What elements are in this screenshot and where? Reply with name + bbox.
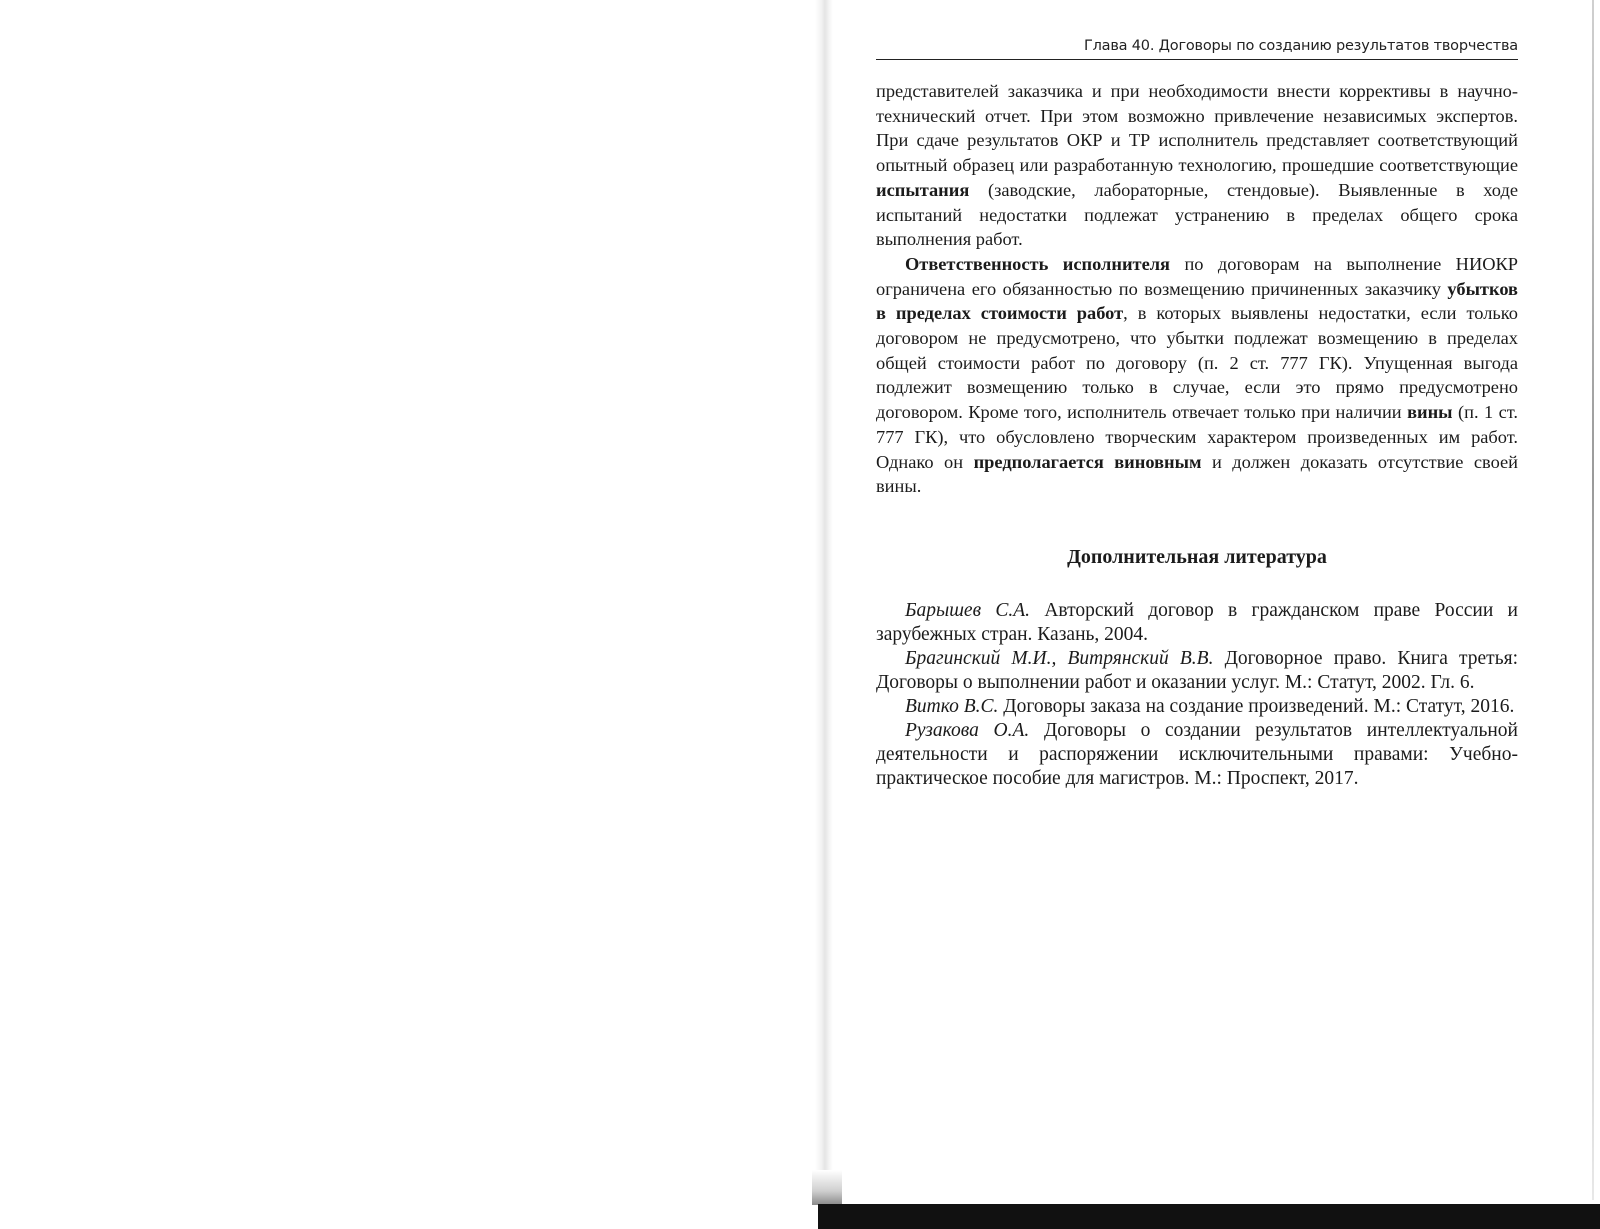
bold-term-fault: вины xyxy=(1407,402,1453,423)
literature-text: Авторский договор в гражданском праве России и зарубежных стран. Казань, 2004. xyxy=(876,599,1518,645)
scan-bottom-border xyxy=(818,1204,1600,1229)
right-page xyxy=(876,38,1518,791)
bold-term-presumed-guilty: предполагается виновным xyxy=(973,451,1202,472)
book-gutter xyxy=(815,0,833,1200)
literature-author: Рузакова О.А. xyxy=(905,719,1030,741)
bold-term-losses: убытков в пределах стоимости работ xyxy=(876,278,1518,324)
literature-entry xyxy=(876,719,1518,791)
running-head: Глава 40. Договоры по созданию результатов творчества xyxy=(876,38,1518,60)
literature-text: Договорное право. Книга третья: Договоры о выполнении работ и оказании услуг. М.: Статут, 2002. Гл. 6. xyxy=(876,647,1518,693)
literature-text: Договоры о создании результатов интеллектуальной деятельности и распоряжении исключительными правами: Учебно-практическое пособие для магистров. М.: Проспект, 2017. xyxy=(876,719,1518,789)
literature-entry xyxy=(876,695,1518,719)
paragraph-2-text-1: по договорам на выполнение НИОКР ограничена его обязанностью по возмещению причиненных заказчику xyxy=(876,253,1519,299)
paragraph-1-text: представителей заказчика и при необходимости внести коррективы в научно-технический отчет. При этом возможно привлечение независимых экспертов. При сдаче результатов ОКР и ТР исполнитель представляет соответствующий опытный образец или разработанную технологию, прошедшие соответствующие xyxy=(876,81,1518,176)
literature-entry xyxy=(876,647,1518,695)
literature-title: Дополнительная литература xyxy=(1067,545,1327,568)
paragraph-1-text-after: (заводские, лабораторные, стендовые). Выявленные в ходе испытаний недостатки подлежат устранению в пределах общего срока выполнения работ. xyxy=(876,179,1518,250)
bold-term-tests: испытания xyxy=(876,179,970,200)
paragraph-1 xyxy=(876,79,1518,252)
literature-entry xyxy=(876,599,1518,647)
body-text xyxy=(876,79,1518,499)
paragraph-2-text-4: и должен доказать отсутствие своей вины. xyxy=(876,451,1519,497)
paragraph-2-text-2: , в которых выявлены недостатки, если только договором не предусмотрено, что убытки подлежат возмещению в пределах общей стоимости работ по договору (п. 2 ст. 777 ГК). Упущенная выгода подлежит возмещению только в случае, если это прямо предусмотрено договором. Кроме того, исполнитель отвечает только при наличии xyxy=(876,303,1518,423)
literature-text: Договоры заказа на создание произведений. М.: Статут, 2016. xyxy=(998,695,1515,717)
paragraph-2-text-3: (п. 1 ст. 777 ГК), что обусловлено творческим характером произведенных им работ. Однако он xyxy=(876,402,1518,472)
literature-author: Барышев С.А. xyxy=(905,599,1031,621)
literature-author: Брагинский М.И., Витрянский В.В. xyxy=(905,647,1214,669)
right-page-edge xyxy=(1592,0,1594,1200)
literature-author: Витко В.С. xyxy=(905,695,999,717)
gutter-shadow xyxy=(812,1170,842,1205)
paragraph-2 xyxy=(876,252,1518,499)
literature-list xyxy=(876,599,1518,791)
bold-term-liability: Ответственность исполнителя xyxy=(905,253,1171,274)
